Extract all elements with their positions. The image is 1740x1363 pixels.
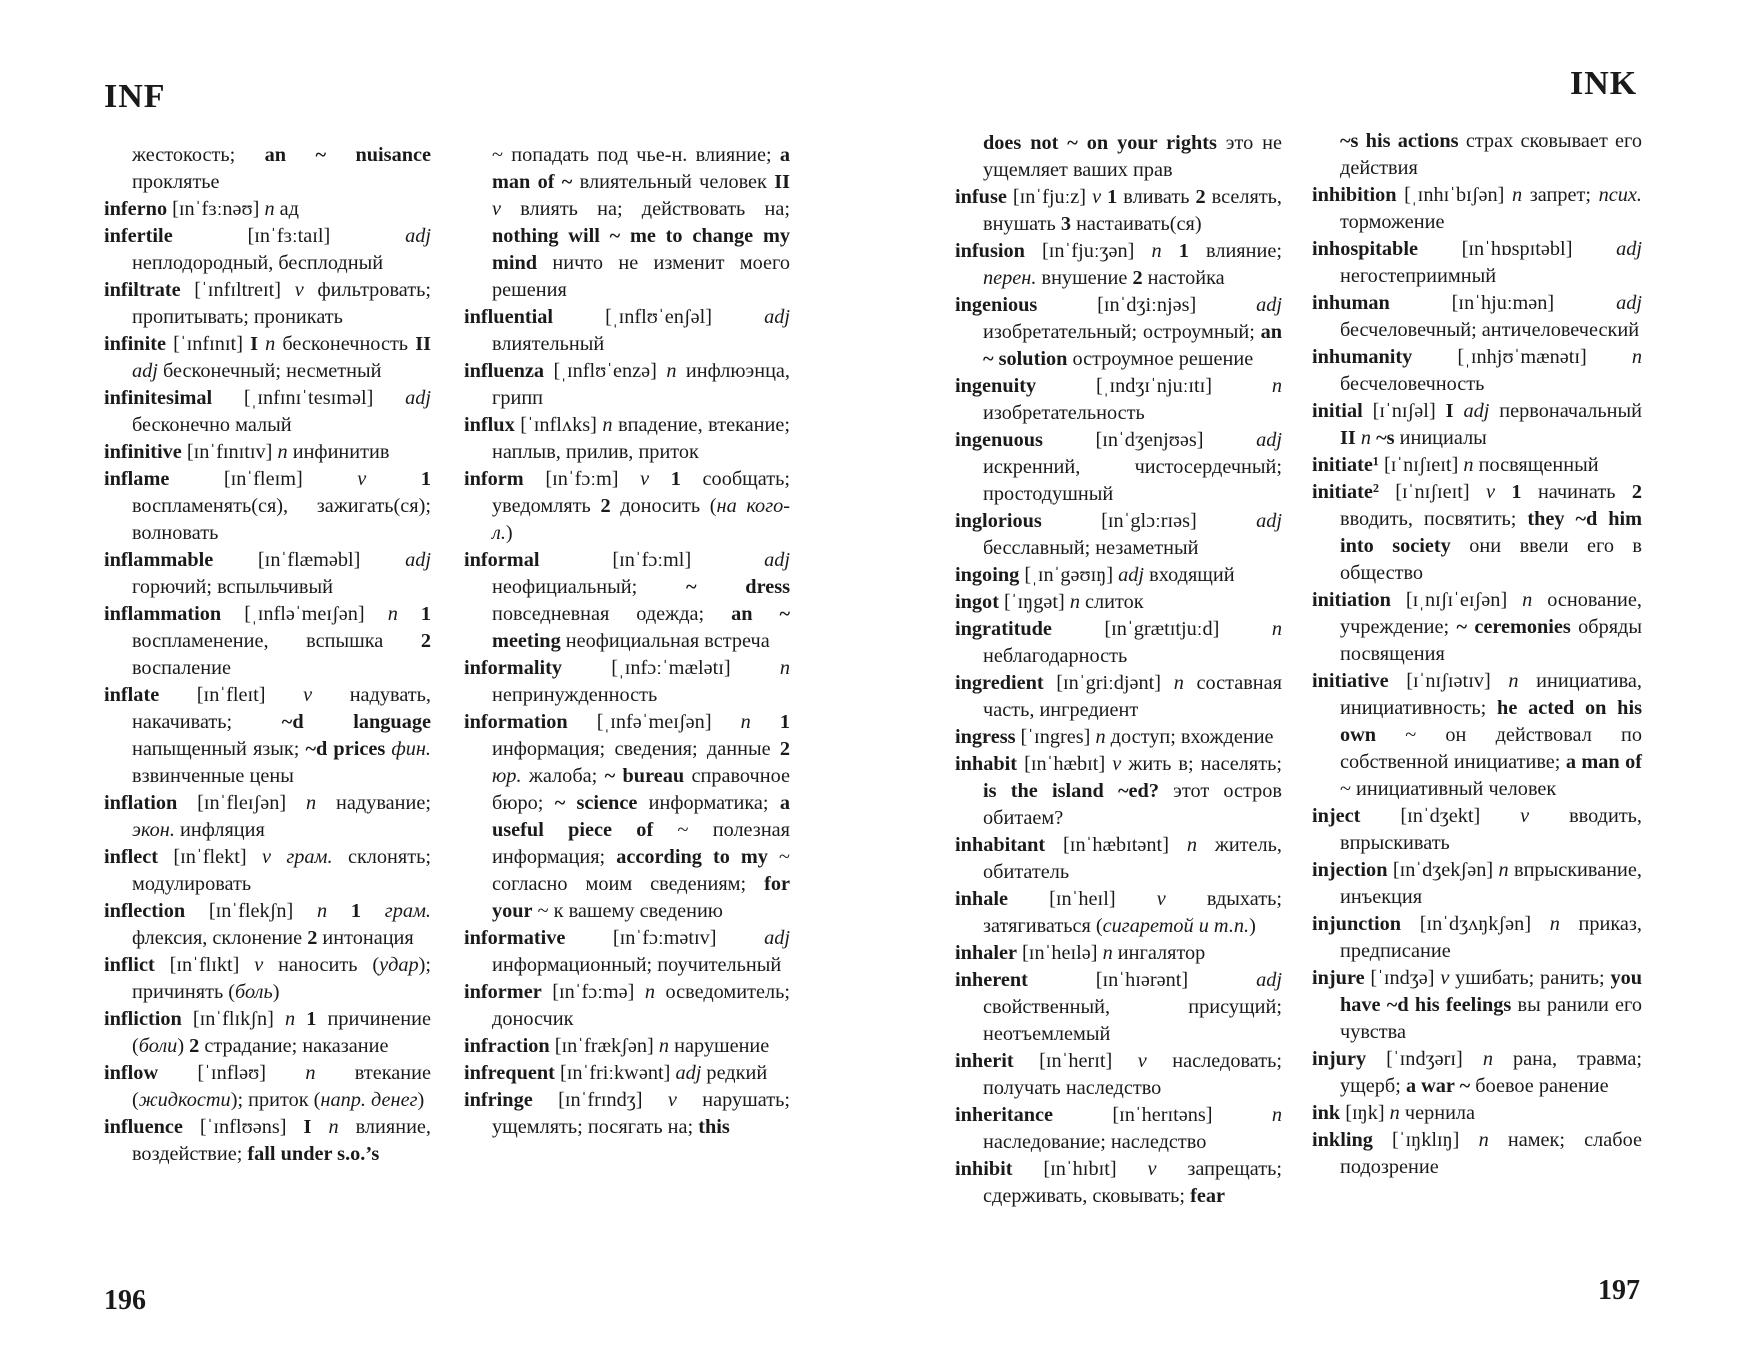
dictionary-entry: injection [ɪnˈdʒekʃən] n впрыскивание, инъекция [1312,859,1642,908]
dictionary-entry: injure [ˈɪndʒə] v ушибать; ранить; you have ~d his feelings вы ранили его чувства [1312,967,1642,1043]
dictionary-entry: ingenuous [ɪnˈdʒenjʊəs] adj искренний, чистосердечный; простодушный [955,429,1282,505]
dictionary-entry: inflame [ɪnˈfleɪm] v 1 воспламенять(ся), зажигать(ся); волновать [104,468,431,544]
dictionary-entry: initial [ɪˈnɪʃəl] I adj первоначальный II n ~s инициалы [1312,400,1642,449]
column-2 [464,142,790,1141]
dictionary-entry: ingredient [ɪnˈgriːdjənt] n составная часть, ингредиент [955,672,1282,721]
dictionary-entry: infliction [ɪnˈflɪkʃn] n 1 причинение (боли) 2 страдание; наказание [104,1008,431,1057]
dictionary-entry: influenza [ˌɪnflʊˈenzə] n инфлюэнца, грипп [464,360,790,409]
dictionary-entry: inherent [ɪnˈhɪərənt] adj свойственный, присущий; неотъемлемый [955,969,1282,1045]
dictionary-entry: ingoing [ˌɪnˈgəʊɪŋ] adj входящий [955,564,1235,586]
dictionary-entry: initiate² [ɪˈnɪʃɪeɪt] v 1 начинать 2 вводить, посвятить; they ~d him into society они ввели его в общество [1312,481,1642,584]
dictionary-entry: ink [ɪŋk] n чернила [1312,1102,1476,1124]
dictionary-entry: infuse [ɪnˈfjuːz] v 1 вливать 2 вселять, внушать 3 настаивать(ся) [955,186,1282,235]
dictionary-entry: inflation [ɪnˈfleɪʃən] n надувание; экон. инфляция [104,792,431,841]
dictionary-entry: inhibition [ˌɪnhɪˈbɪʃən] n запрет; псих. торможение [1312,184,1642,233]
dictionary-entry: inkling [ˈɪŋklɪŋ] n намек; слабое подозрение [1312,1129,1643,1178]
dictionary-entry: infinitesimal [ˌɪnfɪnɪˈtesɪməl] adj бесконечно малый [104,387,431,436]
dictionary-entry: inflect [ɪnˈflekt] v грам. склонять; модулировать [104,846,431,895]
dictionary-entry: ~ попадать под чье-н. влияние; a man of ~ влиятельный человек II v влиять на; действовать на; nothing will ~ me to change my mind ничто не изменит моего решения [492,144,790,301]
dictionary-entry: informal [ɪnˈfɔːml] adj неофициальный; ~ dress повседневная одежда; an ~ meeting неофициальная встреча [464,549,790,652]
dictionary-entry: inhabit [ɪnˈhæbɪt] v жить в; населять; is the island ~ed? этот остров обитаем? [955,753,1282,829]
dictionary-entry: inhumanity [ˌɪnhjʊˈmænətɪ] n бесчеловечность [1312,346,1642,395]
dictionary-entry: inform [ɪnˈfɔːm] v 1 сообщать; уведомлять 2 доносить (на кого-л.) [464,468,791,544]
dictionary-entry: infusion [ɪnˈfjuːʒən] n 1 влияние; перен. внушение 2 настойка [955,240,1282,289]
column-3 [955,130,1282,1210]
dictionary-entry: inflection [ɪnˈflekʃn] n 1 грам. флексия, склонение 2 интонация [104,900,432,949]
dictionary-entry: жестокость; an ~ nuisance проклятье [132,144,432,193]
dictionary-entry: ingratitude [ɪnˈgrætɪtjuːd] n неблагодарность [955,618,1282,667]
dictionary-entry: informality [ˌɪnfɔːˈmælətɪ] n непринужденность [464,657,790,706]
dictionary-entry: ingenuity [ˌɪndʒɪˈnjuːɪtɪ] n изобретательность [955,375,1282,424]
dictionary-entry: inflate [ɪnˈfleɪt] v надувать, накачивать; ~d language напыщенный язык; ~d prices фин. взвинченные цены [104,684,431,787]
running-head-right: INK [1570,65,1638,102]
dictionary-entry: inflow [ˈɪnfləʊ] n втекание (жидкости); приток (напр. денег) [104,1062,431,1111]
dictionary-entry: infringe [ɪnˈfrɪndʒ] v нарушать; ущемлять; посягать на; this [464,1089,791,1138]
page-number-left: 196 [104,1285,146,1316]
column-1 [104,142,431,1168]
page-number-right: 197 [1598,1275,1640,1306]
dictionary-entry: ingot [ˈɪŋgət] n слиток [955,591,1144,613]
dictionary-entry: inflammable [ɪnˈflæməbl] adj горючий; вспыльчивый [104,549,431,598]
dictionary-entry: infinite [ˈɪnfɪnɪt] I n бесконечность II adj бесконечный; несметный [104,333,431,382]
dictionary-entry: inglorious [ɪnˈglɔːrɪəs] adj бесславный; незаметный [955,510,1282,559]
dictionary-entry: inferno [ɪnˈfɜːnəʊ] n ад [104,198,299,220]
dictionary-entry: inject [ɪnˈdʒekt] v вводить, впрыскивать [1312,805,1642,854]
running-head-left: INF [104,78,166,115]
dictionary-entry: ~s his actions страх сковывает его действия [1340,130,1642,179]
dictionary-entry: infertile [ɪnˈfɜːtaɪl] adj неплодородный, бесплодный [104,225,431,274]
dictionary-entry: infrequent [ɪnˈfriːkwənt] adj редкий [464,1062,768,1084]
dictionary-entry: inhuman [ɪnˈhjuːmən] adj бесчеловечный; античеловеческий [1312,292,1642,341]
dictionary-entry: injury [ˈɪndʒərɪ] n рана, травма; ущерб; a war ~ боевое ранение [1312,1048,1642,1097]
dictionary-entry: initiative [ɪˈnɪʃɪətɪv] n инициатива, инициативность; he acted on his own ~ он действовал по собственной инициативе; a man of ~ инициативный человек [1312,670,1642,800]
dictionary-entry: informer [ɪnˈfɔːmə] n осведомитель; доносчик [464,981,790,1030]
dictionary-entry: infraction [ɪnˈfrækʃən] n нарушение [464,1035,770,1057]
column-4 [1312,128,1642,1181]
dictionary-entry: injunction [ɪnˈdʒʌŋkʃən] n приказ, предписание [1312,913,1642,962]
dictionary-entry: influx [ˈɪnflʌks] n впадение, втекание; наплыв, прилив, приток [464,414,790,463]
dictionary-entry: inflammation [ˌɪnfləˈmeɪʃən] n 1 воспламенение, вспышка 2 воспаление [104,603,431,679]
dictionary-entry: information [ˌɪnfəˈmeɪʃən] n 1 информация; сведения; данные 2 юр. жалоба; ~ bureau справочное бюро; ~ science информатика; a useful piece of ~ полезная информация; according to my ~ согласно моим сведениям; for your ~ к вашему сведению [464,711,791,922]
dictionary-entry: inflict [ɪnˈflɪkt] v наносить (удар); причинять (боль) [104,954,431,1003]
dictionary-entry: inhospitable [ɪnˈhɒspɪtəbl] adj негостеприимный [1312,238,1642,287]
dictionary-entry: ingenious [ɪnˈdʒiːnjəs] adj изобретательный; остроумный; an ~ solution остроумное решение [955,294,1282,370]
dictionary-entry: inhale [ɪnˈheɪl] v вдыхать; затягиваться (сигаретой и т.п.) [955,888,1283,937]
dictionary-entry: infinitive [ɪnˈfɪnɪtɪv] n инфинитив [104,441,390,463]
dictionary-entry: inherit [ɪnˈherɪt] v наследовать; получать наследство [955,1050,1282,1099]
dictionary-entry: inhaler [ɪnˈheɪlə] n ингалятор [955,942,1206,964]
dictionary-entry: initiate¹ [ɪˈnɪʃɪeɪt] n посвященный [1312,454,1599,476]
dictionary-entry: initiation [ɪˌnɪʃɪˈeɪʃən] n основание, учреждение; ~ ceremonies обряды посвящения [1312,589,1642,665]
dictionary-entry: inheritance [ɪnˈherɪtəns] n наследование; наследство [955,1104,1282,1153]
dictionary-entry: does not ~ on your rights это не ущемляет ваших прав [983,132,1282,181]
dictionary-entry: influential [ˌɪnflʊˈenʃəl] adj влиятельный [464,306,790,355]
dictionary-entry: influence [ˈɪnflʊəns] I n влияние, воздействие; fall under s.o.’s [104,1116,432,1165]
dictionary-entry: ingress [ˈɪngres] n доступ; вхождение [955,726,1274,748]
dictionary-entry: infiltrate [ˈɪnfɪltreɪt] v фильтровать; пропитывать; проникать [104,279,431,328]
dictionary-entry: informative [ɪnˈfɔːmətɪv] adj информационный; поучительный [464,927,790,976]
dictionary-entry: inhibit [ɪnˈhɪbɪt] v запрещать; сдерживать, сковывать; fear [955,1158,1282,1207]
dictionary-entry: inhabitant [ɪnˈhæbɪtənt] n житель, обитатель [955,834,1282,883]
